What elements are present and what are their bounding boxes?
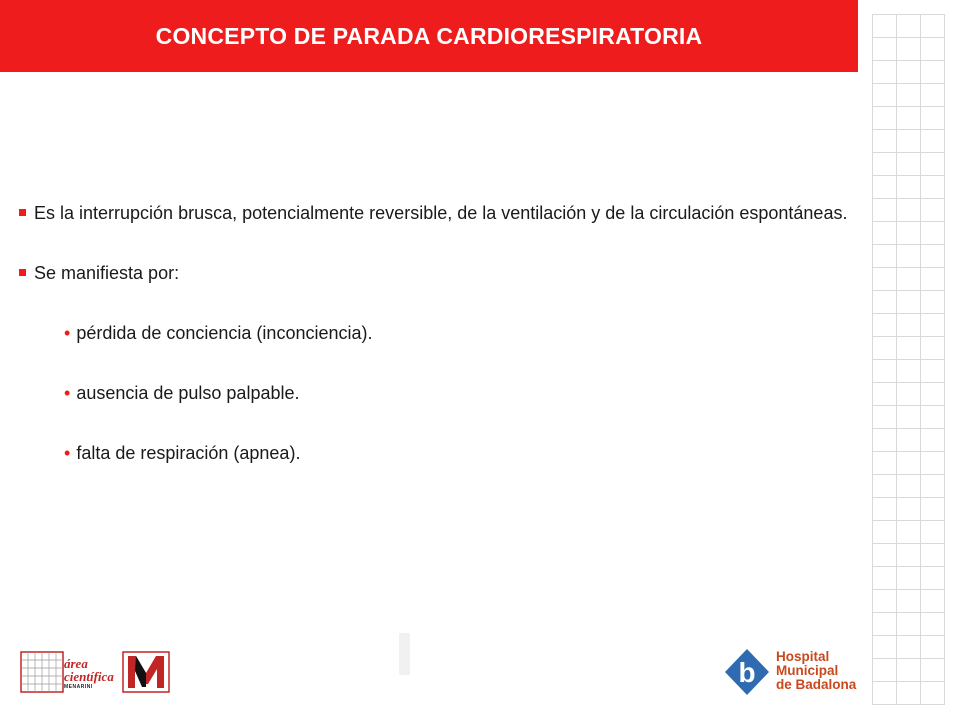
title-bar: [0, 0, 858, 72]
sub-bullet-item: [64, 438, 856, 468]
decorative-divider: [399, 633, 410, 675]
grid-logo-icon: [20, 651, 64, 693]
dot-bullet-icon: •: [64, 443, 71, 463]
sub-bullet-text: ausencia de pulso palpable.: [76, 383, 300, 403]
area-cientifica-logo: [20, 650, 170, 694]
hospital-wordmark: Hospital Municipal de Badalona: [776, 649, 857, 692]
area-cientifica-wordmark: área científica: [64, 656, 114, 684]
bullet-manifestation: [16, 258, 856, 288]
slide-body: [16, 198, 856, 468]
square-bullet-icon: [19, 269, 26, 276]
bullet-text: Es la interrupción brusca, potencialmente reversible, de la ventilación y de la circulación espontáneas.: [34, 203, 848, 223]
decorative-grid: [872, 14, 945, 705]
menarini-m-icon: [122, 651, 170, 693]
sub-bullet-text: pérdida de conciencia (inconciencia).: [76, 323, 373, 343]
bullet-definition: [16, 198, 856, 228]
sub-bullet-item: [64, 318, 856, 348]
hospital-badalona-logo: [722, 646, 874, 698]
hospital-b-icon: [722, 647, 772, 697]
slide-title: CONCEPTO DE PARADA CARDIORESPIRATORIA: [155, 22, 703, 49]
dot-bullet-icon: •: [64, 323, 71, 343]
dot-bullet-icon: •: [64, 383, 71, 403]
sub-bullet-item: [64, 378, 856, 408]
svg-text:b: b: [738, 657, 756, 688]
menarini-label: MENARINI: [64, 684, 93, 690]
square-bullet-icon: [19, 209, 26, 216]
bullet-text: Se manifiesta por:: [34, 263, 180, 283]
sub-bullet-text: falta de respiración (apnea).: [76, 443, 301, 463]
